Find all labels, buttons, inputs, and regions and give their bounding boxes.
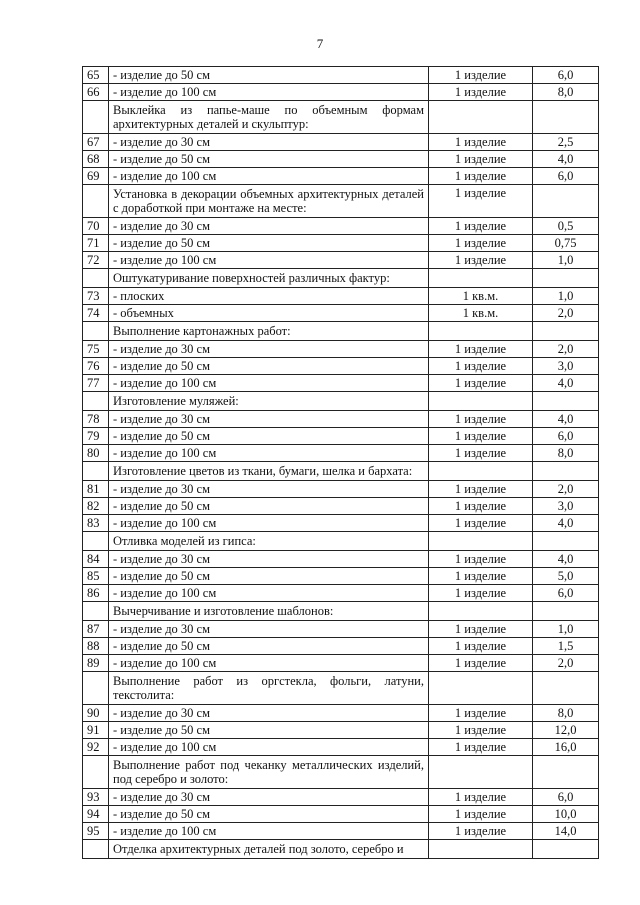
- unit-of-measure: 1 изделие: [429, 806, 533, 823]
- norm-value: 0,75: [533, 235, 599, 252]
- row-number: [83, 101, 109, 134]
- row-number: 78: [83, 411, 109, 428]
- norm-value: [533, 392, 599, 411]
- table-row: [83, 789, 599, 806]
- unit-of-measure: 1 изделие: [429, 621, 533, 638]
- item-description: - изделие до 50 см: [109, 67, 429, 84]
- section-heading-row: [83, 462, 599, 481]
- row-number: 65: [83, 67, 109, 84]
- norm-value: [533, 322, 599, 341]
- table-row: [83, 218, 599, 235]
- item-description: - объемных: [109, 305, 429, 322]
- section-heading: Оштукатуривание поверхностей различных фактур:: [109, 269, 429, 288]
- table-row: [83, 134, 599, 151]
- unit-of-measure: [429, 269, 533, 288]
- unit-of-measure: 1 изделие: [429, 498, 533, 515]
- row-number: 92: [83, 739, 109, 756]
- unit-of-measure: 1 изделие: [429, 375, 533, 392]
- item-description: - изделие до 50 см: [109, 638, 429, 655]
- norm-value: 6,0: [533, 67, 599, 84]
- section-heading: Установка в декорации объемных архитектурных деталей с доработкой при монтаже на месте:: [109, 185, 429, 218]
- row-number: 81: [83, 481, 109, 498]
- table-row: [83, 585, 599, 602]
- row-number: 88: [83, 638, 109, 655]
- item-description: - изделие до 50 см: [109, 806, 429, 823]
- section-heading-row: [83, 532, 599, 551]
- unit-of-measure: 1 изделие: [429, 185, 533, 218]
- row-number: [83, 185, 109, 218]
- unit-of-measure: [429, 392, 533, 411]
- unit-of-measure: 1 изделие: [429, 411, 533, 428]
- item-description: - изделие до 50 см: [109, 358, 429, 375]
- norm-value: [533, 462, 599, 481]
- row-number: 91: [83, 722, 109, 739]
- unit-of-measure: 1 изделие: [429, 358, 533, 375]
- section-heading-row: [83, 672, 599, 705]
- section-heading: Выполнение работ из оргстекла, фольги, латуни, текстолита:: [109, 672, 429, 705]
- norm-value: 2,0: [533, 655, 599, 672]
- unit-of-measure: [429, 322, 533, 341]
- row-number: 85: [83, 568, 109, 585]
- table-row: [83, 411, 599, 428]
- section-heading-row: [83, 756, 599, 789]
- unit-of-measure: 1 изделие: [429, 655, 533, 672]
- item-description: - изделие до 30 см: [109, 341, 429, 358]
- unit-of-measure: [429, 101, 533, 134]
- unit-of-measure: 1 изделие: [429, 705, 533, 722]
- norm-value: 1,0: [533, 252, 599, 269]
- row-number: [83, 322, 109, 341]
- unit-of-measure: 1 изделие: [429, 568, 533, 585]
- norm-value: [533, 672, 599, 705]
- norm-value: [533, 101, 599, 134]
- item-description: - изделие до 100 см: [109, 655, 429, 672]
- unit-of-measure: 1 изделие: [429, 67, 533, 84]
- row-number: 83: [83, 515, 109, 532]
- item-description: - изделие до 50 см: [109, 498, 429, 515]
- norm-value: 3,0: [533, 358, 599, 375]
- table-row: [83, 823, 599, 840]
- norm-value: 6,0: [533, 428, 599, 445]
- row-number: 70: [83, 218, 109, 235]
- item-description: - изделие до 50 см: [109, 722, 429, 739]
- norm-value: [533, 532, 599, 551]
- norm-value: 4,0: [533, 151, 599, 168]
- table-row: [83, 705, 599, 722]
- table-row: [83, 655, 599, 672]
- unit-of-measure: [429, 756, 533, 789]
- row-number: 84: [83, 551, 109, 568]
- norm-value: 12,0: [533, 722, 599, 739]
- row-number: [83, 672, 109, 705]
- norm-value: 6,0: [533, 789, 599, 806]
- unit-of-measure: [429, 840, 533, 859]
- item-description: - изделие до 30 см: [109, 411, 429, 428]
- item-description: - изделие до 100 см: [109, 585, 429, 602]
- norm-value: [533, 269, 599, 288]
- unit-of-measure: 1 кв.м.: [429, 305, 533, 322]
- section-heading: Изготовление цветов из ткани, бумаги, шелка и бархата:: [109, 462, 429, 481]
- item-description: - изделие до 100 см: [109, 515, 429, 532]
- table-row: [83, 235, 599, 252]
- norm-value: 2,0: [533, 481, 599, 498]
- unit-of-measure: 1 изделие: [429, 638, 533, 655]
- item-description: - изделие до 50 см: [109, 151, 429, 168]
- table-row: [83, 638, 599, 655]
- table-row: [83, 305, 599, 322]
- row-number: 67: [83, 134, 109, 151]
- row-number: [83, 840, 109, 859]
- unit-of-measure: 1 изделие: [429, 84, 533, 101]
- norm-value: 6,0: [533, 585, 599, 602]
- row-number: [83, 392, 109, 411]
- norm-value: 2,0: [533, 341, 599, 358]
- section-heading: Выполнение работ под чеканку металлических изделий, под серебро и золото:: [109, 756, 429, 789]
- section-heading: Вычерчивание и изготовление шаблонов:: [109, 602, 429, 621]
- norm-value: 1,0: [533, 621, 599, 638]
- row-number: [83, 756, 109, 789]
- item-description: - плоских: [109, 288, 429, 305]
- table-row: [83, 84, 599, 101]
- unit-of-measure: 1 изделие: [429, 252, 533, 269]
- unit-of-measure: 1 изделие: [429, 134, 533, 151]
- row-number: 68: [83, 151, 109, 168]
- unit-of-measure: [429, 602, 533, 621]
- section-heading-row: [83, 322, 599, 341]
- unit-of-measure: 1 изделие: [429, 151, 533, 168]
- unit-of-measure: 1 изделие: [429, 168, 533, 185]
- unit-of-measure: 1 изделие: [429, 739, 533, 756]
- row-number: 72: [83, 252, 109, 269]
- row-number: 93: [83, 789, 109, 806]
- table-row: [83, 722, 599, 739]
- row-number: 82: [83, 498, 109, 515]
- norm-value: [533, 756, 599, 789]
- table-row: [83, 358, 599, 375]
- row-number: [83, 269, 109, 288]
- item-description: - изделие до 30 см: [109, 621, 429, 638]
- unit-of-measure: 1 изделие: [429, 823, 533, 840]
- unit-of-measure: 1 кв.м.: [429, 288, 533, 305]
- norm-value: 4,0: [533, 375, 599, 392]
- item-description: - изделие до 30 см: [109, 481, 429, 498]
- item-description: - изделие до 100 см: [109, 84, 429, 101]
- section-heading-row: [83, 840, 599, 859]
- row-number: 76: [83, 358, 109, 375]
- table-row: [83, 168, 599, 185]
- norm-value: 3,0: [533, 498, 599, 515]
- unit-of-measure: [429, 672, 533, 705]
- norm-value: 1,0: [533, 288, 599, 305]
- norm-value: 2,5: [533, 134, 599, 151]
- unit-of-measure: 1 изделие: [429, 515, 533, 532]
- row-number: 75: [83, 341, 109, 358]
- item-description: - изделие до 30 см: [109, 705, 429, 722]
- unit-of-measure: [429, 462, 533, 481]
- item-description: - изделие до 100 см: [109, 252, 429, 269]
- section-heading-row: [83, 602, 599, 621]
- norm-value: 1,5: [533, 638, 599, 655]
- unit-of-measure: 1 изделие: [429, 218, 533, 235]
- item-description: - изделие до 30 см: [109, 789, 429, 806]
- section-heading-row: [83, 392, 599, 411]
- norm-value: 8,0: [533, 84, 599, 101]
- section-heading: Отделка архитектурных деталей под золото, серебро и: [109, 840, 429, 859]
- norm-value: 4,0: [533, 551, 599, 568]
- unit-of-measure: 1 изделие: [429, 235, 533, 252]
- item-description: - изделие до 100 см: [109, 823, 429, 840]
- norm-value: 4,0: [533, 515, 599, 532]
- table-row: [83, 806, 599, 823]
- table-row: [83, 375, 599, 392]
- row-number: [83, 602, 109, 621]
- unit-of-measure: [429, 532, 533, 551]
- row-number: 69: [83, 168, 109, 185]
- table-row: [83, 551, 599, 568]
- norm-value: 10,0: [533, 806, 599, 823]
- table-row: [83, 288, 599, 305]
- norm-value: 8,0: [533, 705, 599, 722]
- item-description: - изделие до 100 см: [109, 739, 429, 756]
- row-number: 74: [83, 305, 109, 322]
- table-row: [83, 252, 599, 269]
- unit-of-measure: 1 изделие: [429, 551, 533, 568]
- item-description: - изделие до 100 см: [109, 445, 429, 462]
- norm-value: 5,0: [533, 568, 599, 585]
- row-number: 89: [83, 655, 109, 672]
- unit-of-measure: 1 изделие: [429, 585, 533, 602]
- item-description: - изделие до 100 см: [109, 168, 429, 185]
- unit-of-measure: 1 изделие: [429, 789, 533, 806]
- item-description: - изделие до 30 см: [109, 218, 429, 235]
- norm-value: [533, 185, 599, 218]
- norm-value: 4,0: [533, 411, 599, 428]
- row-number: 77: [83, 375, 109, 392]
- item-description: - изделие до 30 см: [109, 134, 429, 151]
- table-row: [83, 739, 599, 756]
- row-number: 90: [83, 705, 109, 722]
- norm-value: 2,0: [533, 305, 599, 322]
- section-heading: Отливка моделей из гипса:: [109, 532, 429, 551]
- row-number: 79: [83, 428, 109, 445]
- row-number: 87: [83, 621, 109, 638]
- row-number: 94: [83, 806, 109, 823]
- unit-of-measure: 1 изделие: [429, 481, 533, 498]
- unit-of-measure: 1 изделие: [429, 341, 533, 358]
- table-row: [83, 428, 599, 445]
- table-row: [83, 515, 599, 532]
- page-number: 7: [316, 36, 324, 51]
- table-row: [83, 481, 599, 498]
- section-heading: Выклейка из папье-маше по объемным формам архитектурных деталей и скульптур:: [109, 101, 429, 134]
- item-description: - изделие до 50 см: [109, 568, 429, 585]
- row-number: [83, 532, 109, 551]
- section-heading: Изготовление муляжей:: [109, 392, 429, 411]
- norm-value: 14,0: [533, 823, 599, 840]
- row-number: 73: [83, 288, 109, 305]
- norm-value: 8,0: [533, 445, 599, 462]
- item-description: - изделие до 50 см: [109, 428, 429, 445]
- norm-value: [533, 840, 599, 859]
- row-number: 66: [83, 84, 109, 101]
- unit-of-measure: 1 изделие: [429, 445, 533, 462]
- item-description: - изделие до 100 см: [109, 375, 429, 392]
- row-number: 95: [83, 823, 109, 840]
- table-row: [83, 445, 599, 462]
- table-row: [83, 498, 599, 515]
- unit-of-measure: 1 изделие: [429, 428, 533, 445]
- norm-value: 6,0: [533, 168, 599, 185]
- table-row: [83, 151, 599, 168]
- row-number: 71: [83, 235, 109, 252]
- item-description: - изделие до 50 см: [109, 235, 429, 252]
- row-number: [83, 462, 109, 481]
- row-number: 86: [83, 585, 109, 602]
- row-number: 80: [83, 445, 109, 462]
- norms-table-body: [83, 67, 599, 859]
- table-row: [83, 568, 599, 585]
- norm-value: 16,0: [533, 739, 599, 756]
- table-row: [83, 67, 599, 84]
- section-heading-row: [83, 101, 599, 134]
- table-row: [83, 341, 599, 358]
- norm-value: [533, 602, 599, 621]
- item-description: - изделие до 30 см: [109, 551, 429, 568]
- norm-value: 0,5: [533, 218, 599, 235]
- table-row: [83, 621, 599, 638]
- norms-table: [82, 66, 599, 859]
- section-heading-row: [83, 269, 599, 288]
- section-heading-row: [83, 185, 599, 218]
- unit-of-measure: 1 изделие: [429, 722, 533, 739]
- section-heading: Выполнение картонажных работ:: [109, 322, 429, 341]
